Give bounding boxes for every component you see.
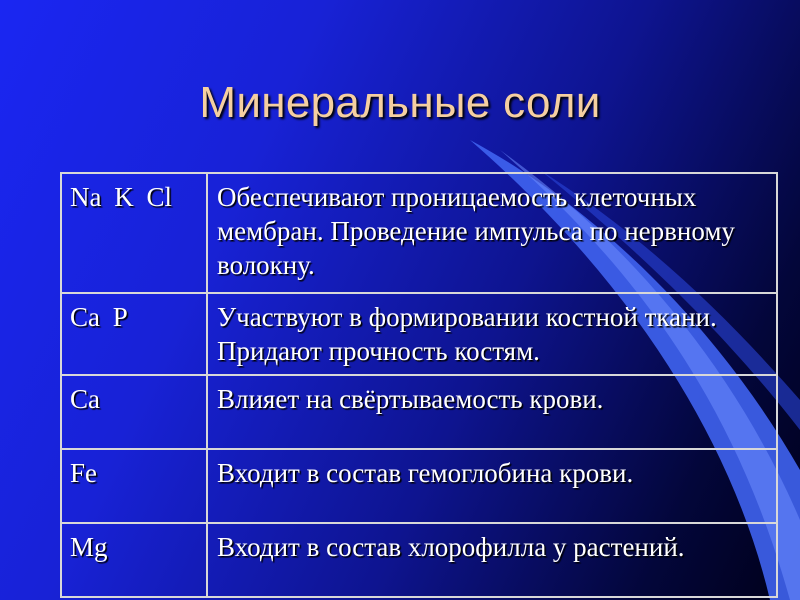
table-row — [61, 375, 777, 449]
function-cell: Входит в состав гемоглобина крови. — [207, 449, 777, 523]
function-cell: Влияет на свёртываемость крови. — [207, 375, 777, 449]
elements-cell: Na K Cl — [61, 173, 207, 293]
mineral-salts-table — [60, 172, 778, 598]
elements-cell: Ca P — [61, 293, 207, 375]
slide-title: Минеральные соли — [199, 78, 601, 127]
table-row — [61, 523, 777, 597]
table-row — [61, 293, 777, 375]
elements-cell: Mg — [61, 523, 207, 597]
function-cell: Участвуют в формировании костной ткани. Придают прочность костям. — [207, 293, 777, 375]
table-row — [61, 173, 777, 293]
elements-cell: Fe — [61, 449, 207, 523]
elements-cell: Ca — [61, 375, 207, 449]
table-row — [61, 449, 777, 523]
function-cell: Обеспечивают проницаемость клеточных мембран. Проведение импульса по нервному волокну. — [207, 173, 777, 293]
function-cell: Входит в состав хлорофилла у растений. — [207, 523, 777, 597]
